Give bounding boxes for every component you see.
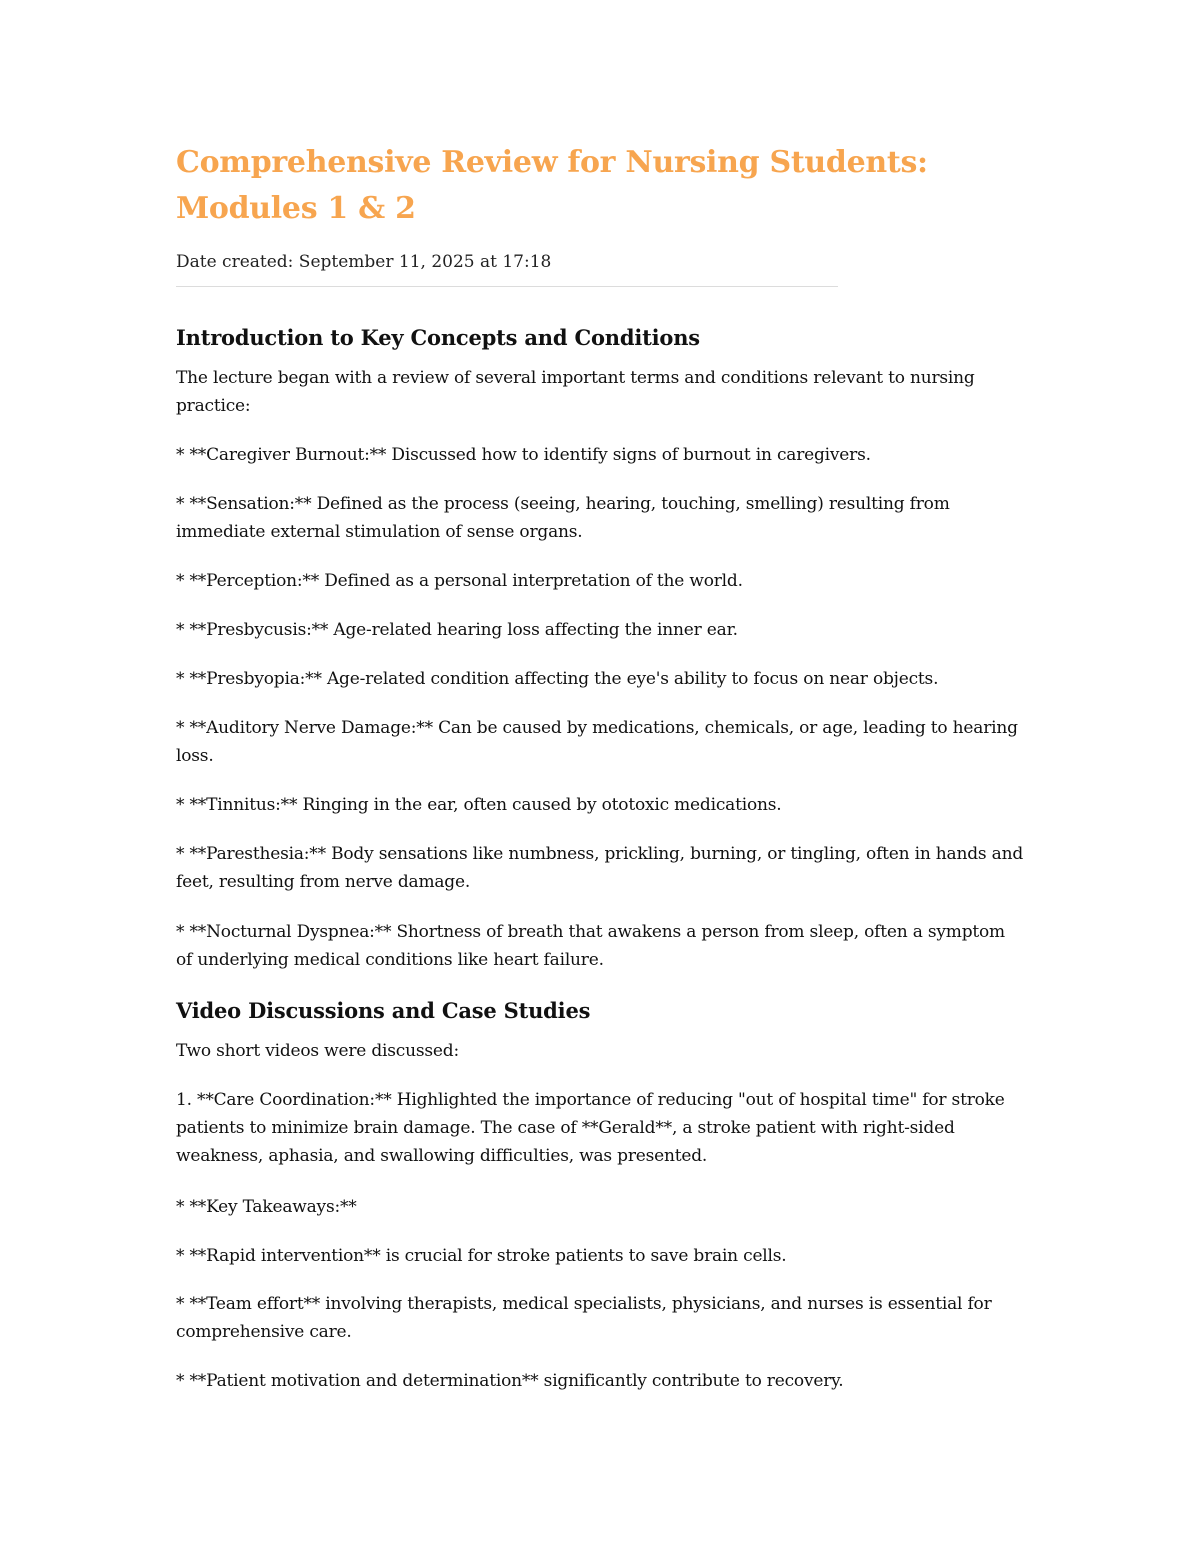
section-heading-intro: Introduction to Key Concepts and Conditions xyxy=(176,325,700,350)
paragraph: Two short videos were discussed: xyxy=(176,1041,459,1061)
numbered-item: 1. **Care Coordination:** Highlighted the importance of reducing "out of hospital time" for stroke patients to minimize brain damage. The case of **Gerald**, a stroke patient with right-sided weakness, aphasia, and swallowing difficulties, was presented. xyxy=(176,1090,1005,1166)
title-divider xyxy=(176,286,838,287)
list-item: * **Presbycusis:** Age-related hearing loss affecting the inner ear. xyxy=(176,620,738,640)
list-item: * **Team effort** involving therapists, medical specialists, physicians, and nurses is essential for comprehensive care. xyxy=(176,1294,992,1342)
section-heading-videos: Video Discussions and Case Studies xyxy=(176,998,591,1023)
list-item: * **Presbyopia:** Age-related condition affecting the eye's ability to focus on near objects. xyxy=(176,669,939,689)
date-created: Date created: September 11, 2025 at 17:18 xyxy=(176,252,552,272)
list-item: * **Paresthesia:** Body sensations like numbness, prickling, burning, or tingling, often in hands and feet, resulting from nerve damage. xyxy=(176,844,1023,892)
list-item: * **Patient motivation and determination** significantly contribute to recovery. xyxy=(176,1371,844,1391)
list-item: * **Key Takeaways:** xyxy=(176,1197,357,1217)
list-item: * **Nocturnal Dyspnea:** Shortness of breath that awakens a person from sleep, often a symptom of underlying medical conditions like heart failure. xyxy=(176,922,1005,970)
list-item: * **Tinnitus:** Ringing in the ear, often caused by ototoxic medications. xyxy=(176,795,782,815)
list-item: * **Rapid intervention** is crucial for stroke patients to save brain cells. xyxy=(176,1246,787,1266)
list-item: * **Caregiver Burnout:** Discussed how to identify signs of burnout in caregivers. xyxy=(176,445,871,465)
list-item: * **Perception:** Defined as a personal interpretation of the world. xyxy=(176,571,743,591)
paragraph: The lecture began with a review of several important terms and conditions relevant to nursing practice: xyxy=(176,368,975,416)
list-item: * **Sensation:** Defined as the process (seeing, hearing, touching, smelling) resulting from immediate external stimulation of sense organs. xyxy=(176,494,950,542)
document-title: Comprehensive Review for Nursing Students: Modules 1 & 2 xyxy=(176,145,928,226)
list-item: * **Auditory Nerve Damage:** Can be caused by medications, chemicals, or age, leading to hearing loss. xyxy=(176,718,1018,766)
